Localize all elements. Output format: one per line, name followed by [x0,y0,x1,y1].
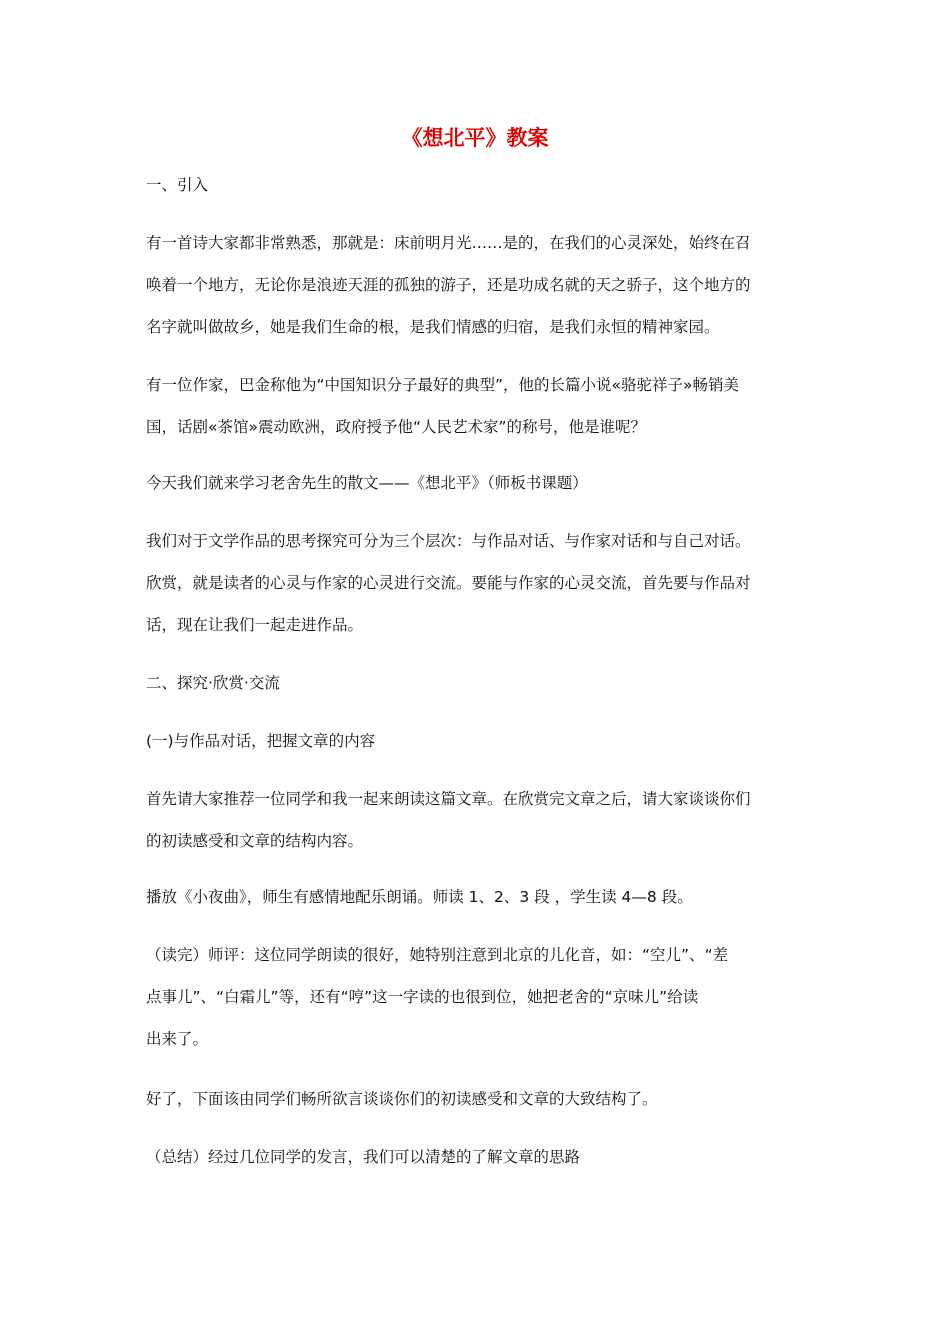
text-line: 我们对于文学作品的思考探究可分为三个层次：与作品对话、与作家对话和与自己对话。 [146,532,751,550]
text-line: (一)与作品对话，把握文章的内容 [146,732,376,750]
text-line: 欣赏，就是读者的心灵与作家的心灵进行交流。要能与作家的心灵交流，首先要与作品对 [146,574,751,592]
text-line: 话，现在让我们一起走进作品。 [146,616,364,634]
text-line: 出来了。 [146,1030,209,1048]
text-line: 播放《小夜曲》，师生有感情地配乐朗诵。师读 1、2、3 段 ，学生读 4—8 段。 [146,888,693,906]
paragraph-three-levels [146,520,806,646]
text-line: 一、引入 [146,176,209,194]
text-line: 今天我们就来学习老舍先生的散文——《想北平》（师板书课题） [146,474,588,492]
text-line: 有一位作家，巴金称他为“中国知识分子最好的典型”，他的长篇小说«骆驼祥子»畅销美 [146,376,740,394]
document-title: 《想北平》教案 [401,126,549,150]
paragraph-discussion [146,1078,806,1120]
text-line: （读完）师评：这位同学朗读的很好，她特别注意到北京的儿化音，如：“空儿”、“差 [146,946,729,964]
text-line: 首先请大家推荐一位同学和我一起来朗读这篇文章。在欣赏完文章之后，请大家谈谈你们 [146,790,751,808]
section-heading-intro [146,164,806,206]
paragraph-summary [146,1136,806,1178]
text-line: 国，话剧«茶馆»震动欧洲，政府授予他“人民艺术家”的称号，他是谁呢？ [146,418,647,436]
paragraph-reading-recommend [146,778,806,862]
paragraph-author-intro [146,364,806,448]
text-line: 有一首诗大家都非常熟悉，那就是：床前明月光……是的，在我们的心灵深处，始终在召 [146,234,751,252]
text-line: 唤着一个地方，无论你是浪迹天涯的孤独的游子，还是功成名就的天之骄子，这个地方的 [146,276,751,294]
text-line: （总结）经过几位同学的发言，我们可以清楚的了解文章的思路 [146,1148,581,1166]
text-line: 点事儿”、“白霜儿”等，还有“哼”这一字读的也很到位，她把老舍的“京味儿”给读 [146,988,699,1006]
paragraph-poem-intro [146,222,806,348]
paragraph-teacher-comment [146,934,806,1060]
text-line: 的初读感受和文章的结构内容。 [146,832,364,850]
paragraph-music-reading [146,876,806,918]
subsection-heading-dialogue [146,720,806,762]
text-line: 好了，下面该由同学们畅所欲言谈谈你们的初读感受和文章的大致结构了。 [146,1090,658,1108]
paragraph-lesson-topic [146,462,806,504]
section-heading-explore [146,662,806,704]
text-line: 名字就叫做故乡，她是我们生命的根，是我们情感的归宿，是我们永恒的精神家园。 [146,318,720,336]
text-line: 二、探究·欣赏·交流 [146,674,280,692]
